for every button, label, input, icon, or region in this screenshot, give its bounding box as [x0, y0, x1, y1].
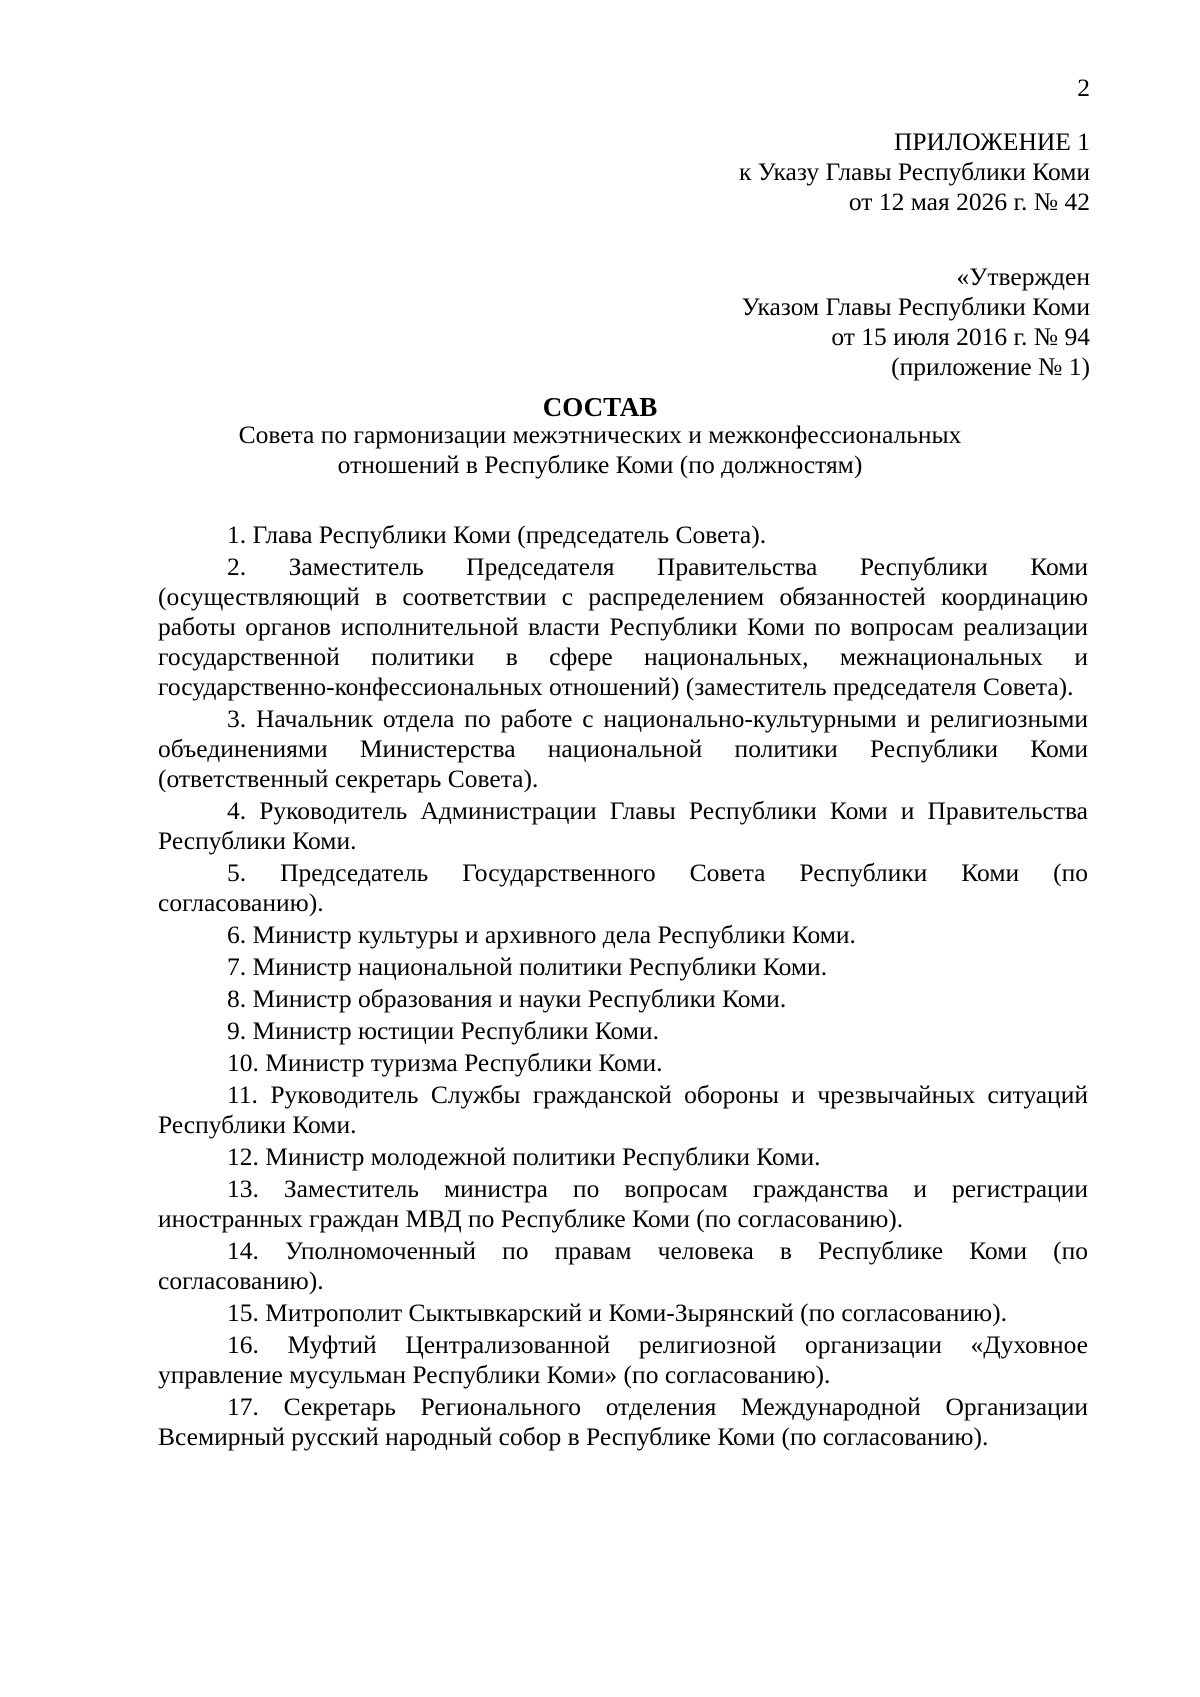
list-item [158, 1016, 1088, 1046]
approval-line-3: от 15 июля 2016 г. № 94 [831, 322, 1090, 351]
list-item-number: 7. [227, 952, 247, 981]
list-item [158, 858, 1088, 918]
list-item-number: 5. [227, 858, 247, 887]
members-list [158, 520, 1088, 1454]
list-item-text: Министр национальной политики Республики Коми. [252, 952, 828, 981]
list-item-text: Уполномоченный по правам человека в Республике Коми (по согласованию). [158, 1236, 1089, 1295]
list-item-text: Секретарь Регионального отделения Международной Организации Всемирный русский народный собор в Республике Коми (по согласованию). [158, 1392, 1089, 1451]
list-item-number: 4. [227, 796, 247, 825]
approval-line-4: (приложение № 1) [891, 352, 1090, 381]
list-item-number: 16. [227, 1330, 259, 1359]
list-item [158, 984, 1088, 1014]
list-item-text: Председатель Государственного Совета Республики Коми (по согласованию). [158, 858, 1088, 917]
list-item [158, 1080, 1088, 1140]
list-item [158, 1298, 1088, 1328]
document-title: СОСТАВ [542, 392, 658, 422]
list-item [158, 1236, 1088, 1296]
list-item-text: Министр образования и науки Республики Коми. [252, 984, 787, 1013]
list-item-number: 3. [227, 704, 247, 733]
approval-line-2: Указом Главы Республики Коми [741, 292, 1090, 321]
list-item-number: 1. [227, 520, 247, 549]
list-item-text: Министр юстиции Республики Коми. [252, 1016, 659, 1045]
list-item-text: Министр культуры и архивного дела Республики Коми. [252, 920, 856, 949]
list-item [158, 552, 1088, 702]
list-item-text: Заместитель министра по вопросам гражданства и регистрации иностранных граждан МВД по Республике Коми (по согласованию). [158, 1174, 1089, 1233]
list-item-number: 13. [227, 1174, 259, 1203]
list-item-text: Митрополит Сыктывкарский и Коми-Зырянский (по согласованию). [265, 1298, 1007, 1327]
appendix-reference [739, 127, 1090, 217]
list-item-text: Министр молодежной политики Республики Коми. [265, 1142, 821, 1171]
list-item-number: 11. [227, 1080, 258, 1109]
list-item [158, 1142, 1088, 1172]
list-item-text: Руководитель Администрации Главы Республики Коми и Правительства Республики Коми. [158, 796, 1088, 855]
list-item-text: Министр туризма Республики Коми. [265, 1048, 663, 1077]
list-item-text: Начальник отдела по работе с национально-культурными и религиозными объединениями Министерства национальной политики Республики Коми (ответственный секретарь Совета). [158, 704, 1089, 793]
list-item-text: Руководитель Службы гражданской обороны и чрезвычайных ситуаций Республики Коми. [158, 1080, 1088, 1139]
list-item [158, 1174, 1088, 1234]
list-item-number: 15. [227, 1298, 259, 1327]
list-item-text: Глава Республики Коми (председатель Совета). [252, 520, 767, 549]
list-item-number: 9. [227, 1016, 247, 1045]
list-item-number: 14. [227, 1236, 259, 1265]
list-item [158, 704, 1088, 794]
list-item [158, 1048, 1088, 1078]
list-item-number: 8. [227, 984, 247, 1013]
list-item-number: 6. [227, 920, 247, 949]
appendix-line-3: от 12 мая 2026 г. № 42 [848, 187, 1090, 216]
list-item-number: 10. [227, 1048, 259, 1077]
list-item-number: 17. [227, 1392, 259, 1421]
list-item-text: Муфтий Централизованной религиозной организации «Духовное управление мусульман Республики Коми» (по согласованию). [158, 1330, 1088, 1389]
appendix-line-1: ПРИЛОЖЕНИЕ 1 [893, 127, 1090, 156]
subtitle-line-1: Совета по гармонизации межэтнических и межконфессиональных [238, 420, 962, 449]
subtitle-line-2: отношений в Республике Коми (по должностям) [337, 450, 863, 479]
page-number: 2 [1077, 73, 1090, 102]
list-item [158, 920, 1088, 950]
list-item [158, 1330, 1088, 1390]
list-item [158, 1392, 1088, 1452]
document-subtitle [0, 420, 1200, 480]
approval-line-1: «Утвержден [956, 262, 1090, 291]
list-item-text: Заместитель Председателя Правительства Республики Коми (осуществляющий в соответствии с распределением обязанностей координацию работы органов исполнительной власти Республики Коми по вопросам реализации государственной политики в сфере национальных, межнациональных и государственно-конфессиональных отношений) (заместитель председателя Совета). [158, 552, 1088, 701]
appendix-line-2: к Указу Главы Республики Коми [738, 157, 1090, 186]
list-item [158, 952, 1088, 982]
approval-reference [742, 262, 1090, 382]
list-item [158, 796, 1088, 856]
list-item-number: 12. [227, 1142, 259, 1171]
list-item [158, 520, 1088, 550]
list-item-number: 2. [227, 552, 247, 581]
